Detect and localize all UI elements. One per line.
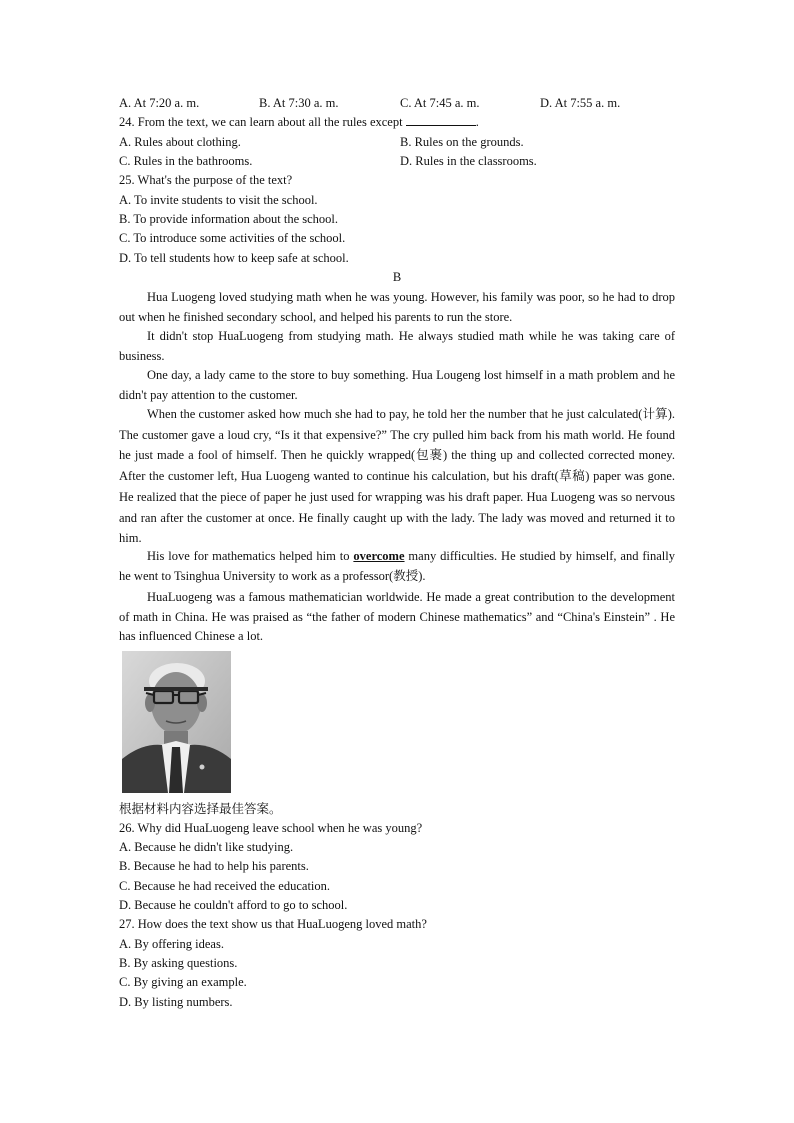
passage-paragraph-5: [119, 547, 675, 586]
q24-stem-end: .: [475, 115, 479, 129]
q25-option-b: B. To provide information about the school.: [119, 212, 339, 226]
q25-stem: 25. What's the purpose of the text?: [119, 173, 293, 187]
portrait-photo: [122, 651, 231, 793]
q24-stem: [119, 113, 479, 133]
q26-stem: 26. Why did HuaLuogeng leave school when he was young?: [119, 821, 423, 835]
passage-paragraph-1: Hua Luogeng loved studying math when he was young. However, his family was poor, so he had to drop out when he finished secondary school, and helped his parents to run the store.: [119, 290, 675, 324]
passage-paragraph-6: HuaLuogeng was a famous mathematician worldwide. He made a great contribution to the development of math in China. He was praised as “the father of modern Chinese mathematics” and “China's Einstein” . He has influenced Chinese a lot.: [119, 590, 675, 644]
q26-option-b: B. Because he had to help his parents.: [119, 859, 309, 873]
q26-option-d: D. Because he couldn't afford to go to school.: [119, 898, 348, 912]
q27-option-a: A. By offering ideas.: [119, 937, 224, 951]
underlined-word: overcome: [353, 549, 405, 563]
answer-blank: [406, 113, 476, 126]
q27-option-c: C. By giving an example.: [119, 975, 247, 989]
q27-option-b: B. By asking questions.: [119, 956, 238, 970]
q23-option-d: D. At 7:55 a. m.: [540, 96, 621, 110]
section-label: B: [392, 270, 402, 284]
q24-option-a: A. Rules about clothing.: [119, 135, 241, 149]
q25-option-a: A. To invite students to visit the school.: [119, 193, 318, 207]
q26-option-c: C. Because he had received the education.: [119, 879, 331, 893]
q24-option-b: B. Rules on the grounds.: [400, 135, 524, 149]
q25-option-d: D. To tell students how to keep safe at school.: [119, 251, 349, 265]
passage-paragraph-4: When the customer asked how much she had to pay, he told her the number that he just calculated(计算). The customer gave a loud cry, “Is it that expensive?” The cry pulled him back from his math world. He found he just made a fool of himself. Then he quickly wrapped(包裹) the thing up and collected corrected money. After the customer left, Hua Luogeng wanted to continue his calculation, but his draft(草稿) paper was gone. He realized that the piece of paper he just used for wrapping was his draft paper. Hua Luogeng was so nervous and ran after the customer at once. He finally caught up with the lady. The lady was moved and returned it to him.: [119, 407, 675, 546]
q23-option-a: A. At 7:20 a. m.: [119, 96, 200, 110]
q24-stem-text: 24. From the text, we can learn about all the rules except: [119, 115, 403, 129]
q27-stem: 27. How does the text show us that HuaLuogeng loved math?: [119, 917, 427, 931]
passage-paragraph-3: One day, a lady came to the store to buy something. Hua Lougeng lost himself in a math problem and he didn't pay attention to the customer.: [119, 368, 675, 402]
q26-option-a: A. Because he didn't like studying.: [119, 840, 294, 854]
portrait-illustration: [122, 651, 231, 793]
q23-option-b: B. At 7:30 a. m.: [259, 96, 339, 110]
q25-option-c: C. To introduce some activities of the school.: [119, 231, 346, 245]
passage-paragraph-2: It didn't stop HuaLuogeng from studying math. He always studied math while he was taking care of business.: [119, 329, 675, 363]
q23-option-c: C. At 7:45 a. m.: [400, 96, 480, 110]
instruction-text: 根据材料内容选择最佳答案。: [119, 801, 282, 816]
q24-option-c: C. Rules in the bathrooms.: [119, 154, 253, 168]
paragraph-5-end: many difficulties. He studied by himself, and finally he went to Tsinghua University to work as a professor(教授).: [119, 549, 675, 583]
q24-option-d: D. Rules in the classrooms.: [400, 154, 537, 168]
q27-option-d: D. By listing numbers.: [119, 995, 233, 1009]
paragraph-5-start: His love for mathematics helped him to: [147, 549, 354, 563]
